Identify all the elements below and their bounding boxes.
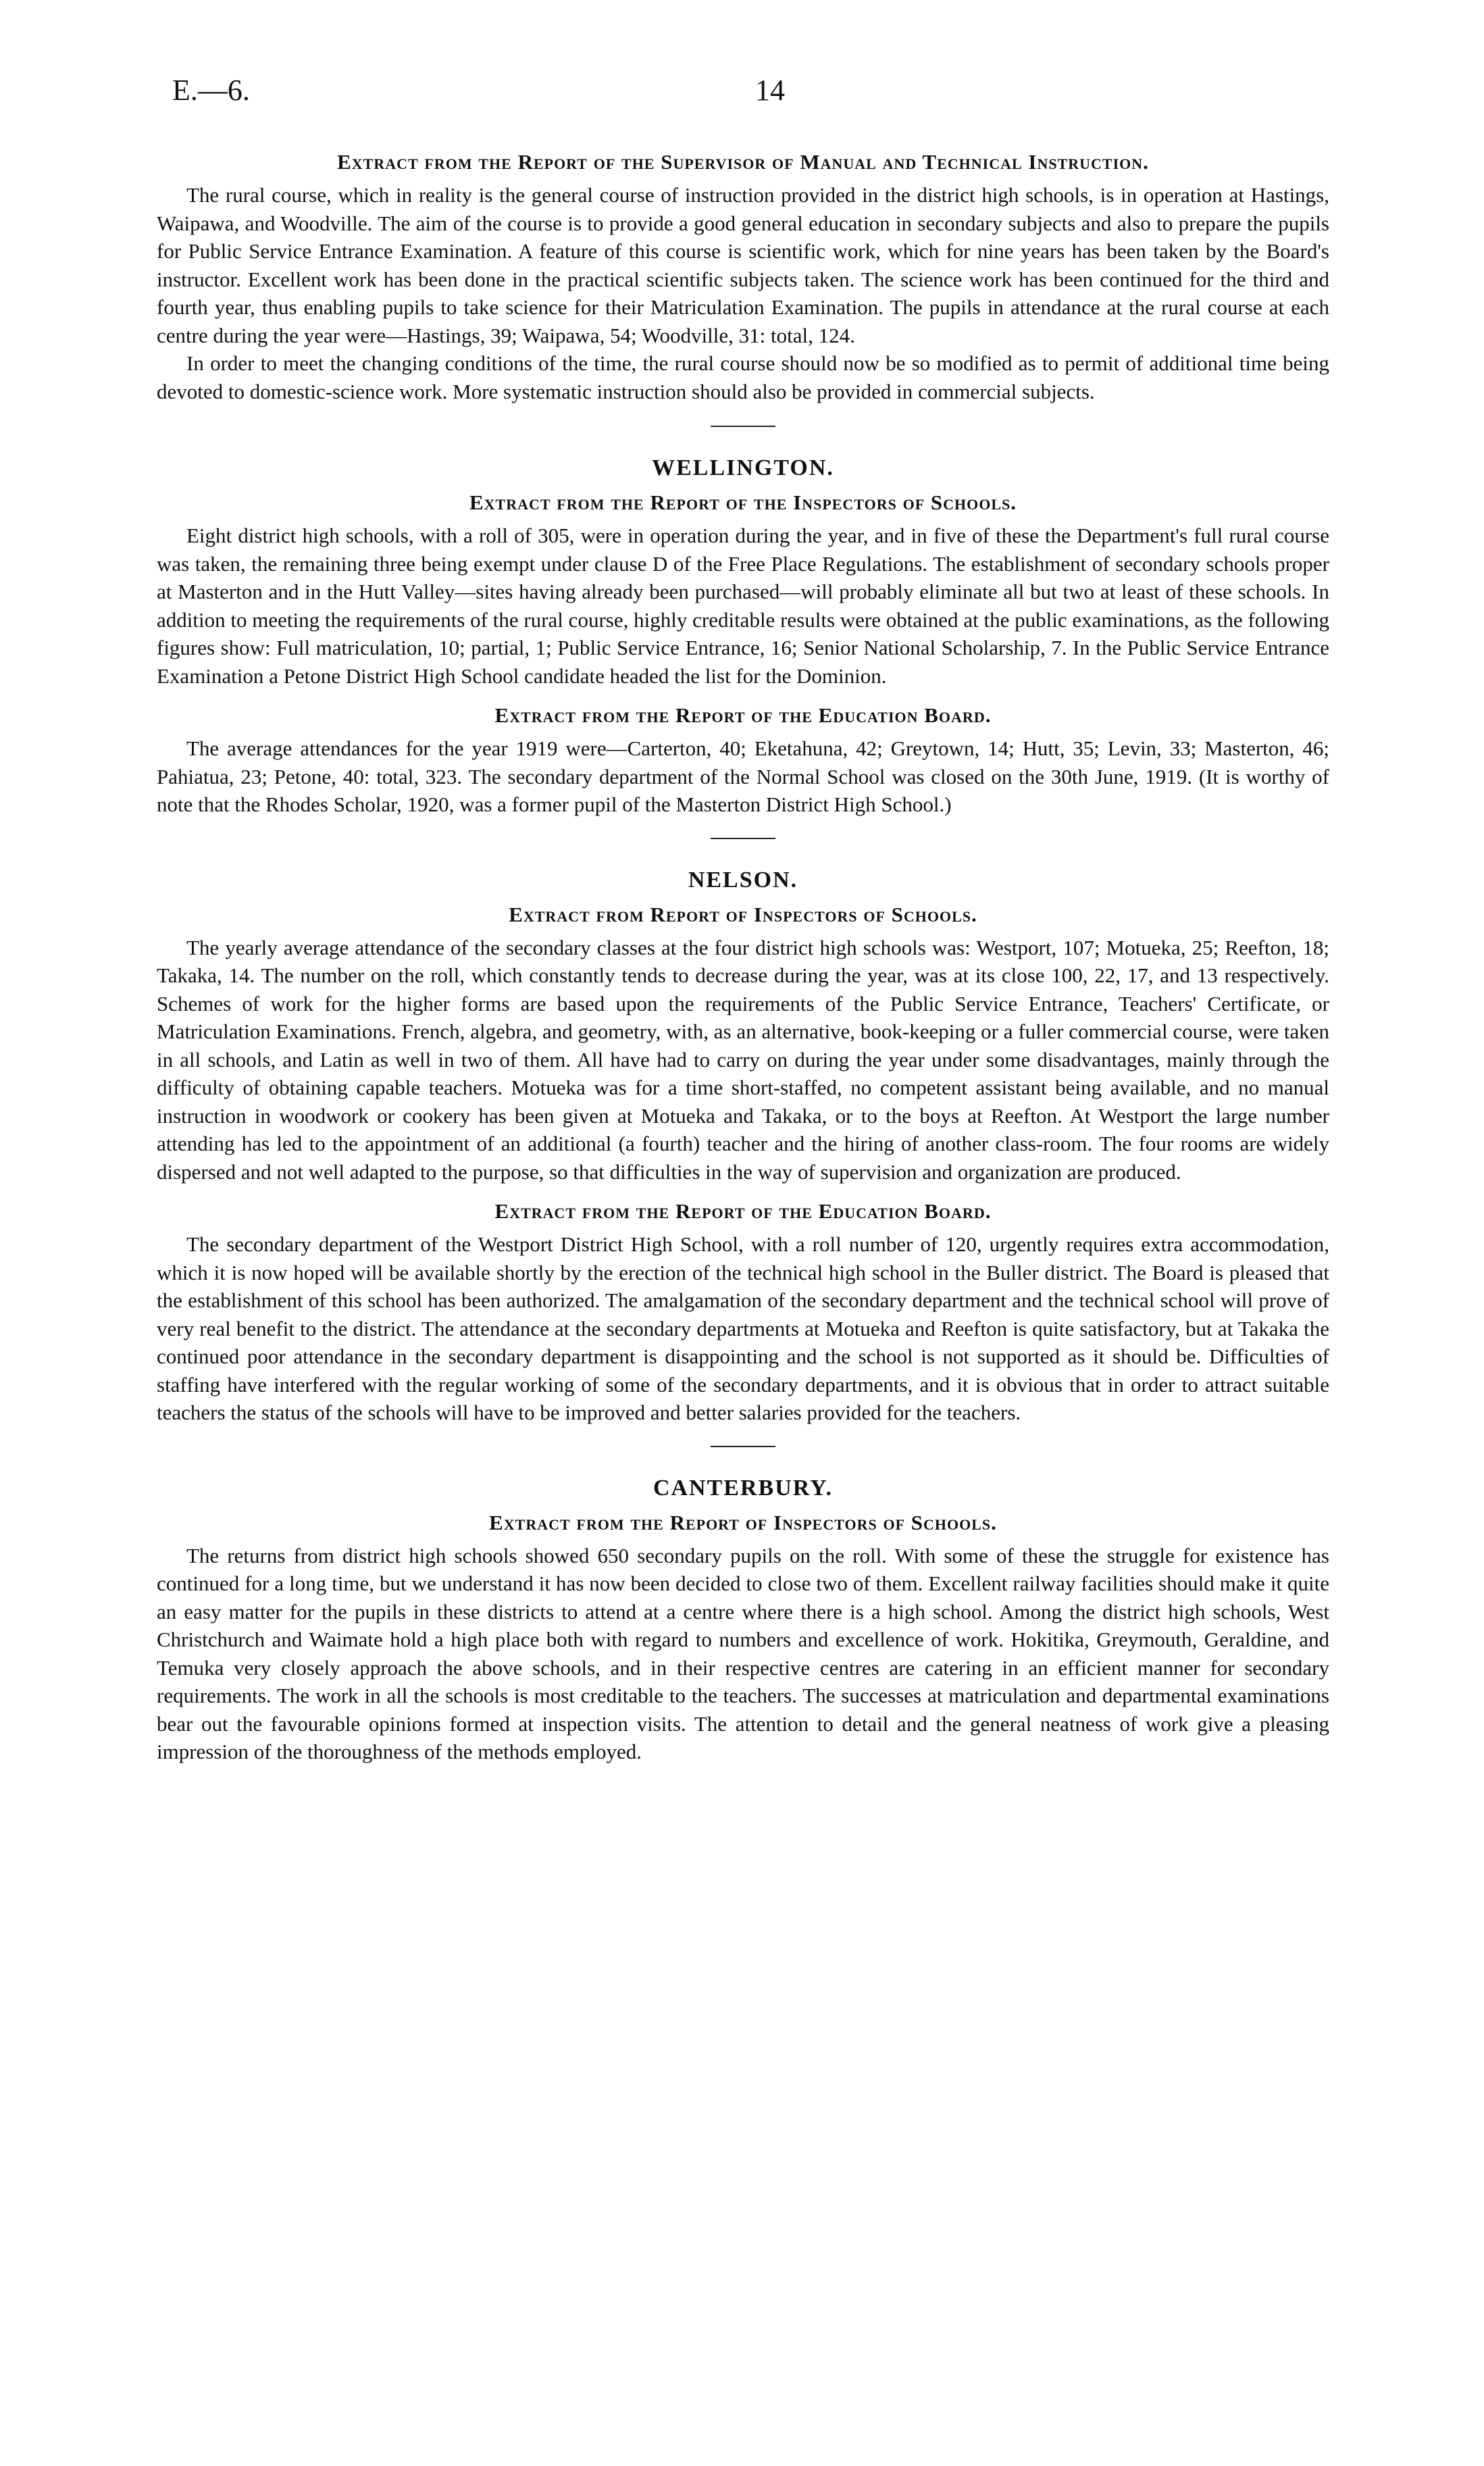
page-number: 14 [755,74,785,107]
paragraph: The yearly average attendance of the secondary classes at the four district high schools was: Westport, 107; Motueka, 25; Reefton, 18; Takaka, 14. The number on the roll, which constantly tends to decrease during the year, was at its close 100, 22, 17, and 13 respectively. Schemes of work for the higher forms are based upon the requirements of the Public Service Entrance, Teachers' Certificate, or Matriculation Examinations. French, algebra, and geometry, with, as an alternative, book-keeping or a fuller commercial course, were taken in all schools, and Latin as well in two of them. All have had to carry on during the year under some disadvantages, mainly through the difficulty of obtaining capable teachers. Motueka was for a time short-staffed, no competent assistant being available, and no manual instruction in woodwork or cookery has been given at Motueka and Takaka, or to the boys at Reefton. At Westport the large number attending has led to the appointment of an additional (a fourth) teacher and the hiring of another class-room. The four rooms are widely dispersed and not well adapted to the purpose, so that difficulties in the way of supervision and organization are produced. [157,935,1329,1184]
section-heading: Extract from the Report of the Inspectors of Schools. [469,490,1017,514]
region-title: WELLINGTON. [652,455,834,480]
paragraph: In order to meet the changing conditions of the time, the rural course should now be so modified as to permit of additional time being devoted to domestic-science work. More systematic instruction should also be provided in commercial subjects. [157,351,1329,403]
paragraph: The returns from district high schools showed 650 secondary pupils on the roll. With some of these the struggle for existence has continued for a long time, but we understand it has now been decided to close two of them. Excellent railway facilities should make it quite an easy matter for the pupils in these districts to attend at a centre where there is a high school. Among the district high schools, West Christchurch and Waimate hold a high place both with regard to numbers and excellence of work. Hokitika, Greymouth, Geraldine, and Temuka very closely approach the above schools, and in their respective centres are catering in an efficient manner for secondary requirements. The work in all the schools is most creditable to the teachers. The successes at matriculation and departmental examinations bear out the favourable opinions formed at inspection visits. The attention to detail and the general neatness of work give a pleasing impression of the thoroughness of the methods employed. [157,1543,1329,1763]
paragraph: The average attendances for the year 1919 were—Carterton, 40; Eketahuna, 42; Greytown, 14; Hutt, 35; Levin, 33; Masterton, 46; Pahiatua, 23; Petone, 40: total, 323. The secondary department of the Normal School was closed on the 30th June, 1919. (It is worthy of note that the Rhodes Scholar, 1920, was a former pupil of the Masterton District High School.) [157,736,1329,816]
document-code: E.—6. [172,74,250,107]
paragraph: The rural course, which in reality is the general course of instruction provided in the district high schools, is in operation at Hastings, Waipawa, and Woodville. The aim of the course is to provide a good general education in secondary subjects and also to prepare the pupils for Public Service Entrance Examination. A feature of this course is scientific work, which for nine years has been taken by the Board's instructor. Excellent work has been done in the practical scientific subjects taken. The science work has been continued for the third and fourth year, thus enabling pupils to take science for their Matriculation Examination. The pupils in attendance at the rural course at each centre during the year were—Hastings, 39; Waipawa, 54; Woodville, 31: total, 124. [157,183,1329,347]
text-column [157,150,1329,1766]
paragraph: Eight district high schools, with a roll of 305, were in operation during the year, and in five of these the Department's full rural course was taken, the remaining three being exempt under clause D of the Free Place Regulations. The establishment of secondary schools proper at Masterton and in the Hutt Valley—sites having already been purchased—will probably eliminate all but two at least of these schools. In addition to meeting the requirements of the rural course, highly creditable results were obtained at the public examinations, as the following figures show: Full matriculation, 10; partial, 1; Public Service Entrance, 16; Senior National Scholarship, 7. In the Public Service Entrance Examination a Petone District High School candidate headed the list for the Dominion. [157,524,1329,688]
section-heading: Extract from the Report of Inspectors of Schools. [489,1510,997,1534]
section-heading: Extract from the Report of the Education Board. [494,1199,992,1223]
region-title: CANTERBURY. [653,1475,834,1501]
region-title: NELSON. [688,867,798,892]
section-divider [711,838,775,839]
section-divider [711,1446,775,1447]
section-heading: Extract from Report of Inspectors of Schools. [509,902,977,926]
section-heading: Extract from the Report of the Supervisor of Manual and Technical Instruction. [337,150,1149,174]
paragraph: The secondary department of the Westport District High School, with a roll number of 120, urgently requires extra accommodation, which it is now hoped will be available shortly by the erection of the technical high school in the Buller district. The Board is pleased that the establishment of this school has been authorized. The amalgamation of the secondary department and the technical school will prove of very real benefit to the district. The attendance at the secondary departments at Motueka and Reefton is quite satisfactory, but at Takaka the continued poor attendance in the secondary department is disappointing and the school is not supported as it should be. Difficulties of staffing have interfered with the regular working of some of the secondary departments, and it is obvious that in order to attract suitable teachers the status of the schools will have to be improved and better salaries provided for the teachers. [157,1232,1329,1424]
section-heading: Extract from the Report of the Education Board. [494,703,992,727]
section-divider [711,426,775,427]
